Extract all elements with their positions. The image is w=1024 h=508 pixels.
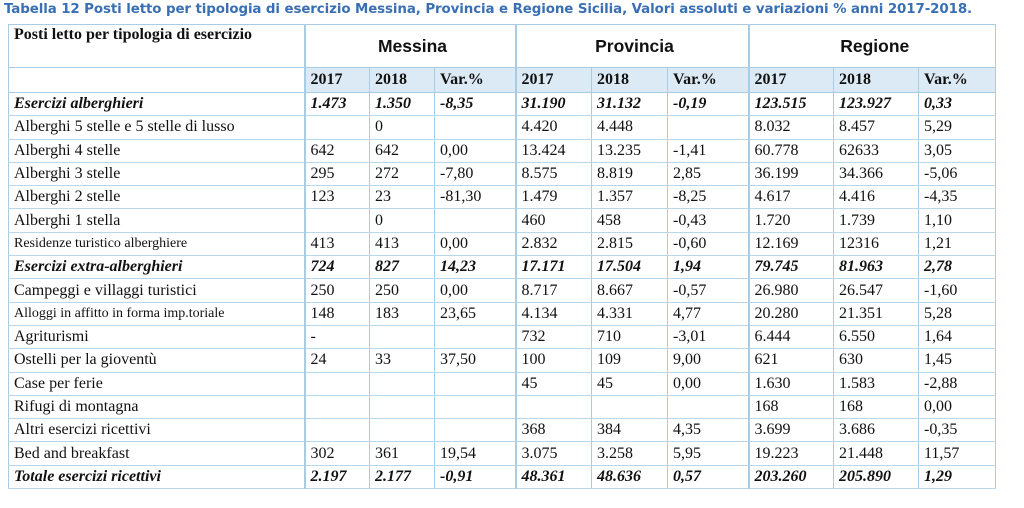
- table-cell: 827: [370, 256, 435, 279]
- table-cell: 23,65: [435, 302, 516, 325]
- table-cell: 33: [370, 349, 435, 372]
- year-header: 2017: [305, 68, 370, 93]
- table-cell: 17.171: [516, 256, 592, 279]
- table-row: [9, 325, 996, 348]
- table-cell: 81.963: [834, 256, 919, 279]
- table-row: [9, 139, 996, 162]
- table-cell: 123.927: [834, 93, 919, 116]
- table-cell: 4,35: [668, 419, 749, 442]
- table-cell: 460: [516, 209, 592, 232]
- var-header: Var.%: [668, 68, 749, 93]
- row-label: Alberghi 2 stelle: [9, 186, 305, 209]
- table-cell: 12316: [834, 232, 919, 255]
- table-cell: 1.350: [370, 93, 435, 116]
- table-cell: [435, 325, 516, 348]
- table-cell: [435, 116, 516, 139]
- table-cell: 3.686: [834, 419, 919, 442]
- table-cell: 168: [749, 395, 834, 418]
- row-label: Rifugi di montagna: [9, 395, 305, 418]
- table-cell: 630: [834, 349, 919, 372]
- table-row: [9, 349, 996, 372]
- table-cell: 1.720: [749, 209, 834, 232]
- row-label: Bed and breakfast: [9, 442, 305, 465]
- table-cell: 272: [370, 162, 435, 185]
- year-header: 2018: [592, 68, 668, 93]
- table-cell: 9,00: [668, 349, 749, 372]
- table-cell: 21.448: [834, 442, 919, 465]
- table-cell: -: [305, 325, 370, 348]
- table-cell: [370, 395, 435, 418]
- table-row: [9, 186, 996, 209]
- table-cell: 4.420: [516, 116, 592, 139]
- table-row: [9, 116, 996, 139]
- table-cell: 4.617: [749, 186, 834, 209]
- table-cell: -8,35: [435, 93, 516, 116]
- table-cell: 2,85: [668, 162, 749, 185]
- table-cell: 19,54: [435, 442, 516, 465]
- table-cell: 2.832: [516, 232, 592, 255]
- row-label: Alberghi 5 stelle e 5 stelle di lusso: [9, 116, 305, 139]
- table-cell: 21.351: [834, 302, 919, 325]
- table-cell: 34.366: [834, 162, 919, 185]
- table-row: [9, 209, 996, 232]
- table-row: [9, 162, 996, 185]
- table-cell: 0,33: [919, 93, 996, 116]
- table-cell: [592, 395, 668, 418]
- table-cell: 0,00: [919, 395, 996, 418]
- table-cell: 1,45: [919, 349, 996, 372]
- table-cell: 0,57: [668, 465, 749, 488]
- row-label: Residenze turistico alberghiere: [9, 232, 305, 255]
- table-row: [9, 302, 996, 325]
- table-row: [9, 442, 996, 465]
- group-header-messina: Messina: [305, 25, 516, 68]
- table-cell: 24: [305, 349, 370, 372]
- table-cell: 5,28: [919, 302, 996, 325]
- table-cell: [435, 372, 516, 395]
- beds-table: [8, 24, 996, 489]
- row-label: Ostelli per la gioventù: [9, 349, 305, 372]
- table-row: [9, 93, 996, 116]
- table-cell: [305, 372, 370, 395]
- table-cell: 1.357: [592, 186, 668, 209]
- table-cell: -5,06: [919, 162, 996, 185]
- row-label: Campeggi e villaggi turistici: [9, 279, 305, 302]
- row-label: Case per ferie: [9, 372, 305, 395]
- row-label: Agriturismi: [9, 325, 305, 348]
- table-cell: 100: [516, 349, 592, 372]
- table-cell: 48.361: [516, 465, 592, 488]
- table-cell: 23: [370, 186, 435, 209]
- table-cell: -1,41: [668, 139, 749, 162]
- table-cell: 8.457: [834, 116, 919, 139]
- row-label: Altri esercizi ricettivi: [9, 419, 305, 442]
- table-cell: 205.890: [834, 465, 919, 488]
- table-cell: 0,00: [435, 232, 516, 255]
- table-cell: 62633: [834, 139, 919, 162]
- table-cell: 1.479: [516, 186, 592, 209]
- table-cell: -0,43: [668, 209, 749, 232]
- table-cell: -3,01: [668, 325, 749, 348]
- row-label: Alberghi 3 stelle: [9, 162, 305, 185]
- table-cell: -0,19: [668, 93, 749, 116]
- table-cell: 0,00: [435, 139, 516, 162]
- table-cell: 2.177: [370, 465, 435, 488]
- table-cell: 1.583: [834, 372, 919, 395]
- table-cell: 19.223: [749, 442, 834, 465]
- table-cell: 642: [370, 139, 435, 162]
- stub-header: Posti letto per tipologia di esercizio: [9, 25, 305, 68]
- table-cell: 26.980: [749, 279, 834, 302]
- table-cell: 123.515: [749, 93, 834, 116]
- table-cell: 250: [305, 279, 370, 302]
- table-cell: 3,05: [919, 139, 996, 162]
- table-cell: 14,23: [435, 256, 516, 279]
- row-label: Esercizi alberghieri: [9, 93, 305, 116]
- year-header: 2017: [749, 68, 834, 93]
- table-cell: 724: [305, 256, 370, 279]
- table-cell: 45: [516, 372, 592, 395]
- table-cell: 1,10: [919, 209, 996, 232]
- table-cell: [668, 395, 749, 418]
- table-cell: 5,95: [668, 442, 749, 465]
- table-cell: -4,35: [919, 186, 996, 209]
- table-cell: 3.699: [749, 419, 834, 442]
- table-cell: 368: [516, 419, 592, 442]
- table-cell: -2,88: [919, 372, 996, 395]
- row-label: Esercizi extra-alberghieri: [9, 256, 305, 279]
- table-cell: 4.448: [592, 116, 668, 139]
- table-cell: 0: [370, 116, 435, 139]
- table-cell: 710: [592, 325, 668, 348]
- table-cell: 1.630: [749, 372, 834, 395]
- row-label: Alberghi 1 stella: [9, 209, 305, 232]
- table-body: [9, 93, 996, 489]
- table-cell: 60.778: [749, 139, 834, 162]
- table-cell: 148: [305, 302, 370, 325]
- var-header: Var.%: [435, 68, 516, 93]
- table-cell: [305, 209, 370, 232]
- table-cell: 1.473: [305, 93, 370, 116]
- table-cell: 250: [370, 279, 435, 302]
- row-label: Totale esercizi ricettivi: [9, 465, 305, 488]
- table-cell: 20.280: [749, 302, 834, 325]
- table-cell: 36.199: [749, 162, 834, 185]
- table-cell: -81,30: [435, 186, 516, 209]
- table-cell: 384: [592, 419, 668, 442]
- table-cell: 732: [516, 325, 592, 348]
- table-cell: 1,21: [919, 232, 996, 255]
- table-row: [9, 419, 996, 442]
- table-cell: 13.235: [592, 139, 668, 162]
- table-cell: 642: [305, 139, 370, 162]
- table-cell: 8.032: [749, 116, 834, 139]
- table-cell: 3.258: [592, 442, 668, 465]
- table-cell: 6.444: [749, 325, 834, 348]
- table-cell: 1,29: [919, 465, 996, 488]
- table-cell: 2,78: [919, 256, 996, 279]
- group-header-provincia: Provincia: [516, 25, 749, 68]
- table-cell: 31.190: [516, 93, 592, 116]
- table-cell: [435, 209, 516, 232]
- table-cell: [370, 372, 435, 395]
- table-cell: [668, 116, 749, 139]
- year-header: 2017: [516, 68, 592, 93]
- table-cell: 0,00: [668, 372, 749, 395]
- table-cell: [516, 395, 592, 418]
- table-cell: 8.819: [592, 162, 668, 185]
- table-cell: 0: [370, 209, 435, 232]
- table-cell: -1,60: [919, 279, 996, 302]
- table-row: [9, 395, 996, 418]
- table-cell: 1,94: [668, 256, 749, 279]
- table-cell: 203.260: [749, 465, 834, 488]
- table-row: [9, 232, 996, 255]
- table-cell: -0,57: [668, 279, 749, 302]
- table-cell: 2.197: [305, 465, 370, 488]
- table-cell: 183: [370, 302, 435, 325]
- table-cell: 5,29: [919, 116, 996, 139]
- row-label: Alloggi in affitto in forma imp.toriale: [9, 302, 305, 325]
- table-cell: 621: [749, 349, 834, 372]
- table-cell: 123: [305, 186, 370, 209]
- table-cell: 37,50: [435, 349, 516, 372]
- table-cell: 17.504: [592, 256, 668, 279]
- table-cell: 2.815: [592, 232, 668, 255]
- table-cell: 11,57: [919, 442, 996, 465]
- table-cell: 26.547: [834, 279, 919, 302]
- table-cell: 4.331: [592, 302, 668, 325]
- table-cell: 4.134: [516, 302, 592, 325]
- table-cell: 48.636: [592, 465, 668, 488]
- table-cell: 0,00: [435, 279, 516, 302]
- table-cell: -0,91: [435, 465, 516, 488]
- stub-spacer: [9, 68, 305, 93]
- table-cell: 8.575: [516, 162, 592, 185]
- table-cell: 295: [305, 162, 370, 185]
- table-cell: 109: [592, 349, 668, 372]
- table-cell: 3.075: [516, 442, 592, 465]
- table-cell: -0,60: [668, 232, 749, 255]
- var-header: Var.%: [919, 68, 996, 93]
- table-cell: 8.717: [516, 279, 592, 302]
- table-cell: 413: [370, 232, 435, 255]
- table-cell: [305, 419, 370, 442]
- table-cell: -7,80: [435, 162, 516, 185]
- table-cell: 8.667: [592, 279, 668, 302]
- table-cell: 1.739: [834, 209, 919, 232]
- table-cell: [435, 419, 516, 442]
- table-row: [9, 279, 996, 302]
- table-cell: 4,77: [668, 302, 749, 325]
- table-cell: 45: [592, 372, 668, 395]
- table-row: [9, 465, 996, 488]
- table-cell: 4.416: [834, 186, 919, 209]
- table-cell: [370, 419, 435, 442]
- table-cell: 79.745: [749, 256, 834, 279]
- row-label: Alberghi 4 stelle: [9, 139, 305, 162]
- table-cell: 12.169: [749, 232, 834, 255]
- table-cell: [370, 325, 435, 348]
- table-cell: -8,25: [668, 186, 749, 209]
- table-cell: 31.132: [592, 93, 668, 116]
- group-header-regione: Regione: [749, 25, 996, 68]
- table-row: [9, 256, 996, 279]
- table-cell: -0,35: [919, 419, 996, 442]
- table-cell: 302: [305, 442, 370, 465]
- table-cell: 13.424: [516, 139, 592, 162]
- table-cell: [305, 395, 370, 418]
- table-cell: 361: [370, 442, 435, 465]
- table-cell: 413: [305, 232, 370, 255]
- year-header: 2018: [834, 68, 919, 93]
- table-cell: 458: [592, 209, 668, 232]
- year-header: 2018: [370, 68, 435, 93]
- table-cell: [305, 116, 370, 139]
- table-caption: Tabella 12 Posti letto per tipologia di esercizio Messina, Provincia e Regione Sicilia, Valori assoluti e variazioni % anni 2017-2018.: [4, 2, 973, 17]
- table-cell: 168: [834, 395, 919, 418]
- table-row: [9, 372, 996, 395]
- table-cell: [435, 395, 516, 418]
- table-cell: 6.550: [834, 325, 919, 348]
- table-cell: 1,64: [919, 325, 996, 348]
